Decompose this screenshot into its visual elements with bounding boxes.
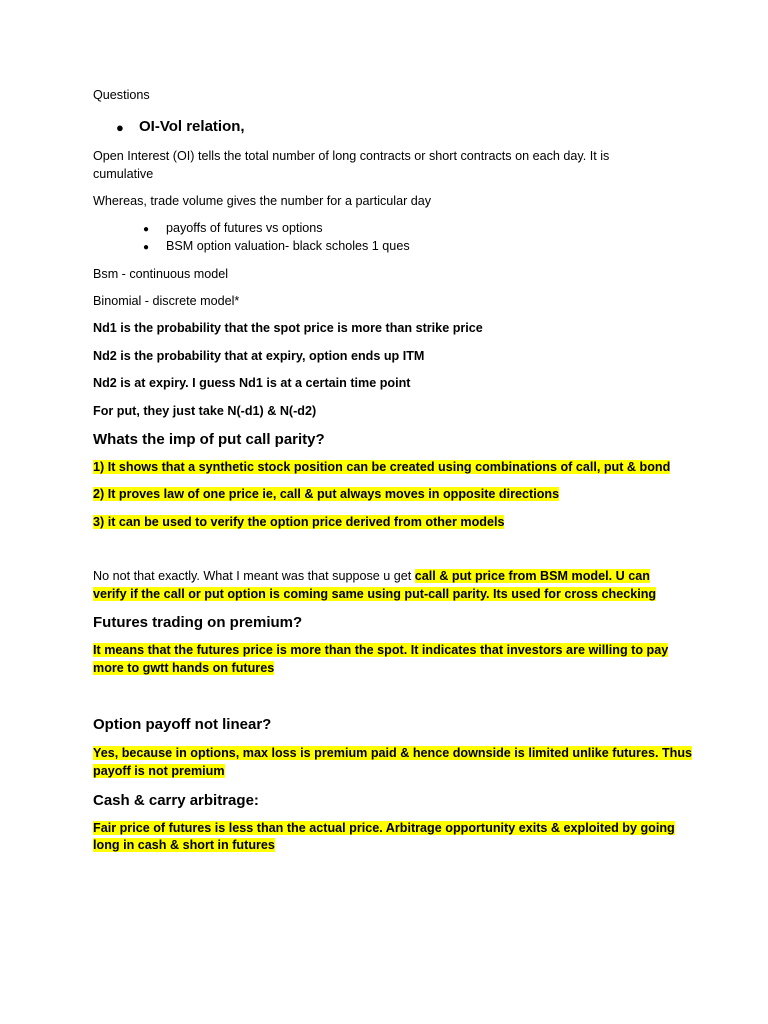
answer-put-call-2: 2) It proves law of one price ie, call & put always moves in opposite directions [93, 487, 560, 501]
binomial-line: Binomial - discrete model* [93, 294, 240, 308]
answer-cash-carry-2: long in cash & short in futures [93, 838, 275, 852]
volume-line: Whereas, trade volume gives the number for a particular day [93, 194, 432, 208]
answer-payoff-2: payoff is not premium [93, 764, 225, 778]
answer-put-call-3: 3) it can be used to verify the option price derived from other models [93, 515, 505, 529]
followup-highlight-2: verify if the call or put option is coming same using put-call parity. Its used for cross checking [93, 587, 657, 601]
followup-text: No not that exactly. What I meant was that suppose u get [93, 569, 415, 583]
heading-oi-vol: OI-Vol relation, [139, 118, 245, 135]
oi-line-2: cumulative [93, 167, 154, 181]
bullet-item-1: payoffs of futures vs options [166, 221, 323, 235]
answer-futures-premium-2: more to gwtt hands on futures [93, 661, 275, 675]
nd2-line: Nd2 is the probability that at expiry, option ends up ITM [93, 349, 425, 363]
answer-futures-premium-1: It means that the futures price is more than the spot. It indicates that investors are willing to pay [93, 643, 669, 657]
bsm-line: Bsm - continuous model [93, 267, 229, 281]
nd1-line: Nd1 is the probability that the spot price is more than strike price [93, 321, 483, 335]
question-cash-carry: Cash & carry arbitrage: [93, 792, 259, 809]
doc-title: Questions [93, 88, 150, 102]
question-futures-premium: Futures trading on premium? [93, 614, 303, 631]
answer-cash-carry-1: Fair price of futures is less than the actual price. Arbitrage opportunity exits & exploited by going [93, 821, 675, 835]
question-put-call-parity: Whats the imp of put call parity? [93, 431, 325, 448]
answer-put-call-1: 1) It shows that a synthetic stock position can be created using combinations of call, put & bond [93, 460, 671, 474]
question-option-payoff: Option payoff not linear? [93, 716, 272, 733]
oi-line-1: Open Interest (OI) tells the total number of long contracts or short contracts on each day. It is [93, 149, 610, 163]
nd2-expiry-line: Nd2 is at expiry. I guess Nd1 is at a certain time point [93, 376, 411, 390]
bullet-item-2: BSM option valuation- black scholes 1 ques [166, 239, 410, 253]
followup-highlight-1: call & put price from BSM model. U can [414, 569, 650, 583]
bullet-icon: ● [143, 242, 150, 253]
bullet-icon: ● [116, 120, 124, 135]
answer-payoff-1: Yes, because in options, max loss is premium paid & hence downside is limited unlike futures. Thus [93, 746, 693, 760]
bullet-icon: ● [143, 224, 150, 235]
put-line: For put, they just take N(-d1) & N(-d2) [93, 404, 317, 418]
